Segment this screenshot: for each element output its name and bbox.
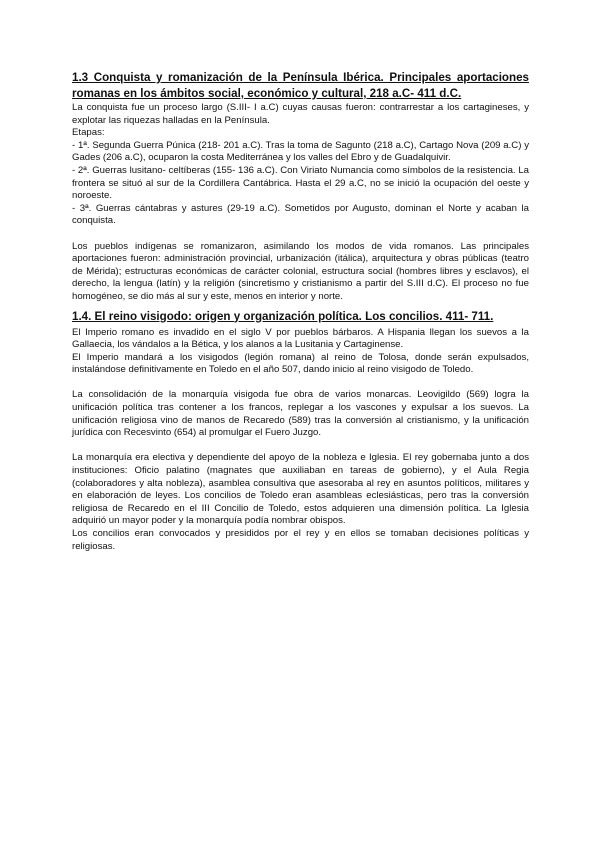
section-1-heading: 1.3 Conquista y romanización de la Península Ibérica. Principales aportaciones romanas en los ámbitos social, económico y cultural, 218 a.C- 411 d.C. — [72, 71, 529, 100]
tolosa-paragraph: El Imperio mandará a los visigodos (legión romana) al reino de Tolosa, donde serán expulsados, instalándose definitivamente en Toledo en el año 507, dando inicio al reino visigodo de Toledo. — [72, 351, 529, 376]
etapa-2: - 2ª. Guerras lusitano- celtíberas (155- 136 a.C). Con Viriato Numancia como símbolos de la resistencia. La frontera se situó al sur de la Cordillera Cantábrica. Hasta el 29 a.C, no se inició la ocupación del oeste y noroeste. — [72, 164, 529, 202]
section-1-intro: La conquista fue un proceso largo (S.III- I a.C) cuyas causas fueron: contrarrestar a los cartagineses, y explotar las riquezas halladas en la Península. — [72, 102, 529, 126]
concilios-paragraph: Los concilios eran convocados y presididos por el rey y en ellos se tomaban decisiones políticas y religiosas. — [72, 528, 529, 552]
etapas-label: Etapas: — [72, 127, 105, 139]
monarquia-paragraph: La monarquía era electiva y dependiente del apoyo de la nobleza e Iglesia. El rey gobernaba junto a dos instituciones: Oficio palatino (magnates que auxiliaban en tareas de gobierno), y el Aula Regia (colaboradores y alta nobleza), asamblea consultiva que asesoraba al rey en asuntos políticos, militares y en elaboración de leyes. Los concilios de Toledo eran asambleas eclesiásticas, pero tras la conversión religiosa de Recaredo en el III Concilio de Toledo, estos adquieren una dimensión política. La Iglesia adquirió un mayor poder y la monarquía podía nombrar obispos. — [72, 452, 529, 527]
paragraph-gap — [72, 440, 529, 453]
section-2-heading: 1.4. El reino visigodo: origen y organización política. Los concilios. 411- 711. — [72, 309, 494, 323]
etapa-3: - 3ª. Guerras cántabras y astures (29-19 a.C). Sometidos por Augusto, dominan el Norte y acaban la conquista. — [72, 202, 529, 227]
aportaciones-paragraph: Los pueblos indígenas se romanizaron, asimilando los modos de vida romanos. Las principales aportaciones fueron: administración provincial, urbanización (itálica), arquitectura y obras públicas (teatro de Mérida); estructuras económicas de carácter colonial, estructura social (hombres libres y esclavos), el derecho, la lengua (latín) y la religión (sincretismo y cristianismo a partir del S.III d.C). El proceso no fue homogéneo, se dio más al sur y este, menos en interior y norte. — [72, 240, 529, 302]
paragraph-gap — [72, 377, 529, 390]
consolidacion-paragraph: La consolidación de la monarquía visigoda fue obra de varios monarcas. Leovigildo (569) logra la unificación política tras contener a los francos, replegar a los vascones y expulsar a los suevos. La unificación religiosa vino de manos de Recaredo (589) tras la conversión al cristianismo, y la unificación jurídica con Recesvinto (654) al promulgar el Fuero Juzgo. — [72, 389, 529, 439]
etapa-1: - 1ª. Segunda Guerra Púnica (218- 201 a.C). Tras la toma de Sagunto (218 a.C), Cartago Nova (209 a.C) y Gades (206 a.C), ocuparon la costa Mediterránea y los valles del Ebro y de Guadalquivir. — [72, 139, 529, 164]
invasion-paragraph: El Imperio romano es invadido en el siglo V por pueblos bárbaros. A Hispania llegan los suevos a la Gallaecia, los vándalos a la Bética, y los alanos a la Lusitania y Cartaginense. — [72, 326, 529, 351]
document-page — [72, 70, 529, 553]
paragraph-gap — [72, 228, 529, 241]
